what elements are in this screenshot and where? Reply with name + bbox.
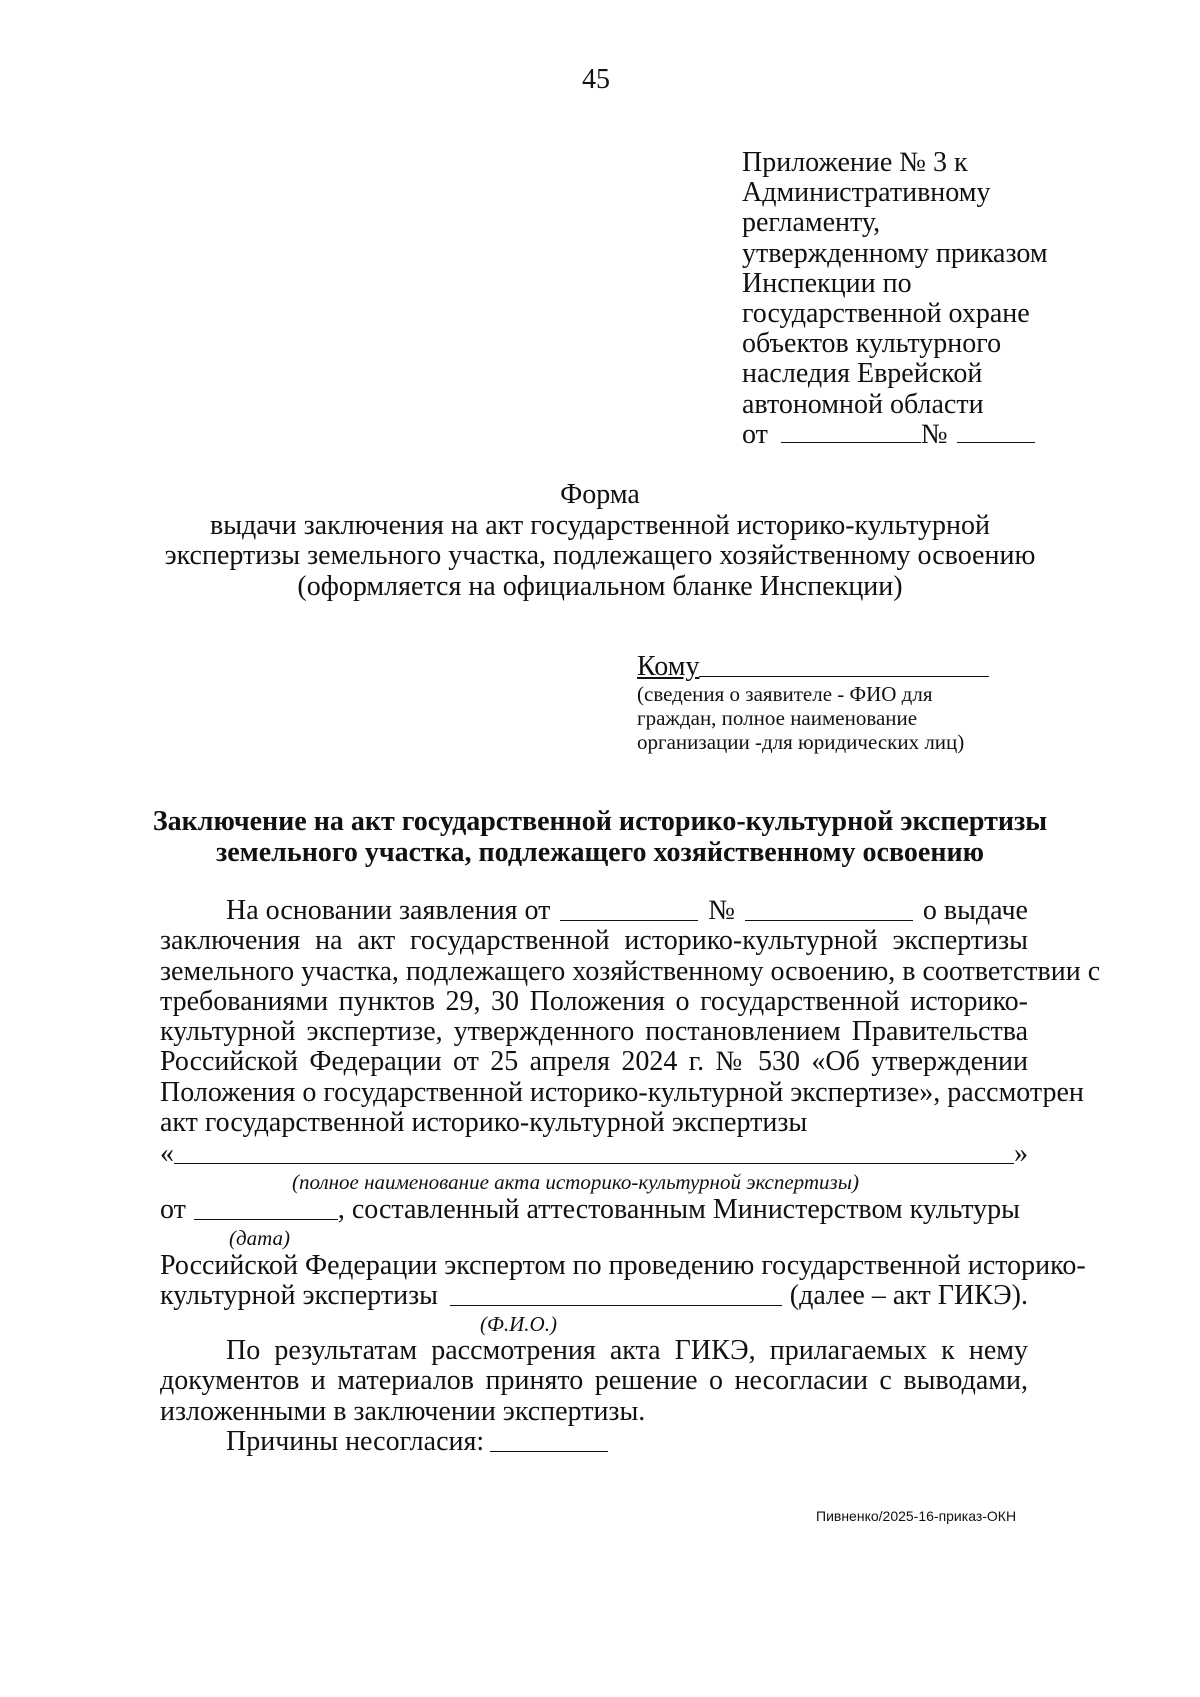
quote-open: « <box>160 1138 174 1169</box>
expert-fio-blank[interactable] <box>450 1281 782 1306</box>
page-number: 45 <box>582 64 610 95</box>
p1-text: На основании заявления от <box>226 895 551 926</box>
recipient-label-line <box>637 651 989 683</box>
expert-suffix: (далее – акт ГИКЭ). <box>789 1280 1028 1311</box>
reasons-line <box>226 1426 608 1458</box>
appendix-line: утвержденному приказом <box>742 237 1048 269</box>
appendix-line: Инспекции по <box>742 267 912 299</box>
expert-line-2 <box>160 1280 1028 1312</box>
p1-line: земельного участка, подлежащего хозяйственному освоению, в соответствии с <box>160 955 1101 987</box>
appendix-line: объектов культурного <box>742 328 1002 360</box>
form-header <box>0 480 1200 602</box>
appendix-line: автономной области <box>742 388 984 420</box>
appendix-line: Административному <box>742 177 991 209</box>
act-date-line <box>160 1194 1020 1226</box>
date-prefix: от <box>742 418 768 450</box>
form-subtitle-line: (оформляется на официальном бланке Инспекции) <box>297 570 903 602</box>
form-title: Форма <box>560 479 640 510</box>
p2-line: По результатам рассмотрения акта ГИКЭ, прилагаемых к нему <box>226 1335 1028 1366</box>
p1-line: культурной экспертизе, утвержденного постановлением Правительства <box>160 1016 1028 1048</box>
body-paragraph-2 <box>160 1336 1028 1427</box>
p2-line: изложенными в заключении экспертизы. <box>160 1395 646 1427</box>
p1-line: Российской Федерации от 25 апреля 2024 г. № 530 «Об утверждении <box>160 1046 1028 1078</box>
application-number-blank[interactable] <box>745 896 913 921</box>
appendix-block <box>742 148 1048 450</box>
form-subtitle-line: экспертизы земельного участка, подлежащего хозяйственному освоению <box>164 540 1036 571</box>
conclusion-title-line: земельного участка, подлежащего хозяйственному освоению <box>216 837 984 868</box>
application-date-blank[interactable] <box>560 896 698 921</box>
expert-prefix: культурной экспертизы <box>160 1280 438 1311</box>
number-blank[interactable] <box>957 420 1035 443</box>
recipient-note-line: организации -для юридических лиц) <box>637 730 965 754</box>
conclusion-title <box>0 806 1200 868</box>
appendix-line: государственной охране <box>742 298 1030 330</box>
p1-line: акт государственной историко-культурной экспертизы <box>160 1107 808 1139</box>
appendix-line: Приложение № 3 к <box>742 147 968 178</box>
reasons-label: Причины несогласия: <box>226 1426 485 1457</box>
appendix-line: наследия Еврейской <box>742 358 983 390</box>
recipient-note <box>637 682 964 754</box>
p1-line: требованиями пунктов 29, 30 Положения о государственной историко- <box>160 985 1028 1017</box>
p1-first-line <box>160 896 1028 926</box>
act-name-blank[interactable] <box>174 1139 1014 1164</box>
act-name-caption: (полное наименование акта историко-культурной экспертизы) <box>292 1170 859 1194</box>
act-name-line <box>160 1138 1028 1170</box>
p2-line: документов и материалов принято решение о несогласии с выводами, <box>160 1365 1028 1397</box>
expert-line: Российской Федерации экспертом по проведению государственной историко- <box>160 1250 1086 1281</box>
p1-number-sign: № <box>708 895 735 926</box>
appendix-line: регламенту, <box>742 207 881 239</box>
footer-doc-code: Пивненко/2025-16-приказ-ОКН <box>816 1508 1017 1524</box>
fio-caption: (Ф.И.О.) <box>480 1312 557 1336</box>
appendix-date-line <box>742 420 1048 450</box>
recipient-label: Кому <box>637 651 700 682</box>
p1-line: заключения на акт государственной историко-культурной экспертизы <box>160 925 1028 957</box>
from-suffix: , составленный аттестованным Министерством культуры <box>337 1194 1020 1225</box>
quote-close: » <box>1014 1138 1028 1169</box>
date-caption: (дата) <box>229 1226 291 1250</box>
act-date-blank[interactable] <box>194 1195 338 1220</box>
conclusion-title-line: Заключение на акт государственной историко-культурной экспертизы <box>152 806 1048 837</box>
recipient-note-line: (сведения о заявителе - ФИО для <box>637 682 933 706</box>
recipient-block <box>637 651 989 683</box>
reasons-blank[interactable] <box>490 1427 608 1452</box>
recipient-blank[interactable] <box>699 652 989 677</box>
p1-line: Положения о государственной историко-культурной экспертизе», рассмотрен <box>160 1076 1084 1108</box>
number-sign: № <box>920 418 948 450</box>
from-prefix: от <box>160 1194 186 1225</box>
body-paragraph-1 <box>160 895 1101 1139</box>
recipient-note-line: граждан, полное наименование <box>637 706 918 730</box>
date-blank[interactable] <box>781 420 921 443</box>
p1-text: о выдаче <box>922 895 1028 926</box>
form-subtitle-line: выдачи заключения на акт государственной историко-культурной <box>209 509 991 541</box>
